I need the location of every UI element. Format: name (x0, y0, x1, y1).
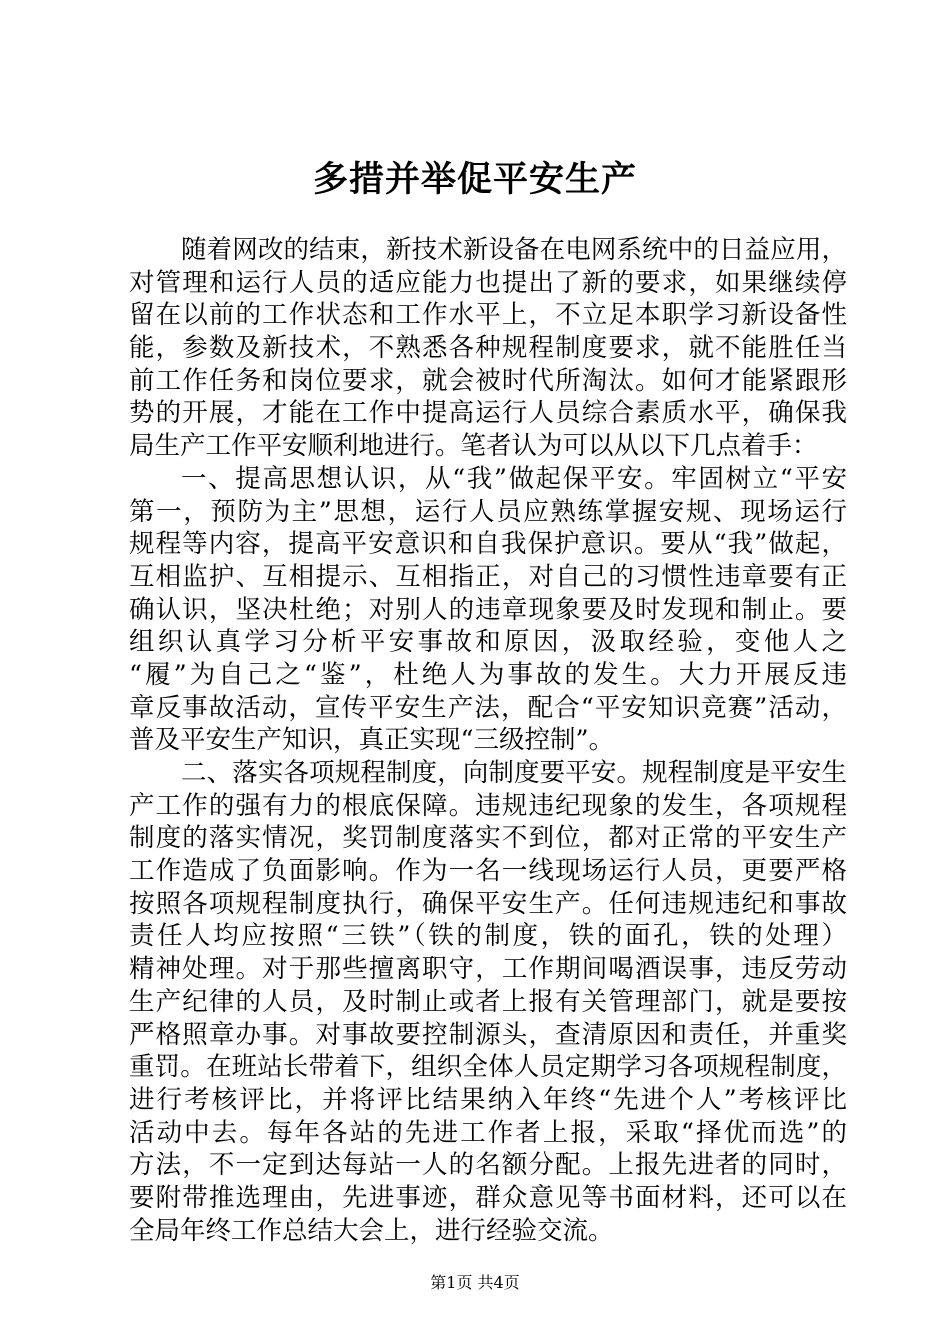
text-line: 互相监护、互相提示、互相指正，对自己的习惯性违章要有正 (129, 561, 847, 592)
text-line: 重罚。在班站长带着下，组织全体人员定期学习各项规程制度， (129, 1052, 847, 1083)
text-line: 工作造成了负面影响。作为一名一线现场运行人员，更要严格 (129, 856, 847, 887)
text-line: 组织认真学习分析平安事故和原因，汲取经验，变他人之 (129, 627, 847, 658)
text-line: 留在以前的工作状态和工作水平上，不立足本职学习新设备性 (129, 300, 847, 331)
document-title: 多措并举促平安生产 (312, 159, 637, 200)
text-line: 制度的落实情况，奖罚制度落实不到位，都对正常的平安生产 (129, 823, 847, 854)
text-line: 能，参数及新技术，不熟悉各种规程制度要求，就不能胜任当 (129, 333, 847, 364)
text-line: 要附带推选理由，先进事迹，群众意见等书面材料，还可以在 (129, 1182, 847, 1213)
paragraph (129, 234, 847, 463)
document-body (129, 234, 847, 1247)
paragraph (129, 757, 847, 1247)
page-number: 第1页 共4页 (430, 1273, 520, 1292)
text-line: 全局年终工作总结大会上，进行经验交流。 (129, 1215, 614, 1246)
text-line: 精神处理。对于那些擅离职守，工作期间喝酒误事，违反劳动 (129, 954, 847, 985)
text-line: 势的开展，才能在工作中提高运行人员综合素质水平，确保我 (129, 398, 847, 429)
text-line: 生产纪律的人员，及时制止或者上报有关管理部门，就是要按 (129, 986, 847, 1017)
text-line: “履”为自己之“鉴”，杜绝人为事故的发生。大力开展反违 (129, 659, 847, 690)
text-line: 前工作任务和岗位要求，就会被时代所淘汰。如何才能紧跟形 (129, 365, 847, 396)
text-line: 第一，预防为主”思想，运行人员应熟练掌握安规、现场运行 (129, 496, 847, 527)
paragraph (129, 463, 847, 757)
text-line: 确认识，坚决杜绝；对别人的违章现象要及时发现和制止。要 (129, 594, 847, 625)
text-line: 活动中去。每年各站的先进工作者上报，采取“择优而选”的 (129, 1117, 847, 1148)
text-line: 进行考核评比，并将评比结果纳入年终“先进个人”考核评比 (129, 1084, 847, 1115)
text-line: 一、提高思想认识，从“我”做起保平安。牢固树立“平安 (181, 463, 847, 494)
text-line: 按照各项规程制度执行，确保平安生产。任何违规违纪和事故 (129, 888, 847, 919)
text-line: 局生产工作平安顺利地进行。笔者认为可以从以下几点着手： (129, 431, 818, 462)
text-line: 责任人均应按照“三铁”（铁的制度，铁的面孔，铁的处理） (129, 921, 847, 952)
text-line: 随着网改的结束，新技术新设备在电网系统中的日益应用， (181, 235, 847, 265)
text-line: 严格照章办事。对事故要控制源头，查清原因和责任，并重奖 (129, 1019, 847, 1050)
text-line: 普及平安生产知识，真正实现“三级控制”。 (129, 725, 615, 756)
text-line: 方法，不一定到达每站一人的名额分配。上报先进者的同时， (129, 1150, 847, 1181)
text-line: 章反事故活动，宣传平安生产法，配合“平安知识竞赛”活动， (129, 692, 847, 723)
text-line: 对管理和运行人员的适应能力也提出了新的要求，如果继续停 (129, 267, 847, 298)
text-line: 产工作的强有力的根底保障。违规违纪现象的发生，各项规程 (129, 790, 847, 821)
text-line: 二、落实各项规程制度，向制度要平安。规程制度是平安生 (181, 758, 847, 788)
text-line: 规程等内容，提高平安意识和自我保护意识。要从“我”做起， (129, 529, 847, 560)
